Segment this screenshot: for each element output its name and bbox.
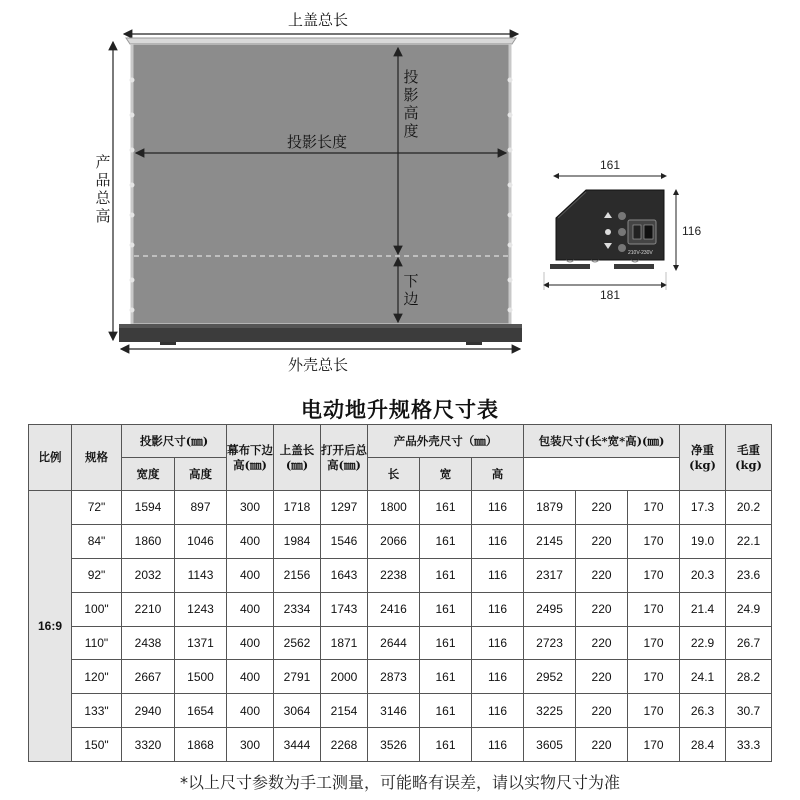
cell-gross: 33.3 [726,728,772,762]
cell-hl: 2416 [368,592,420,626]
header-height: 高度 [175,458,227,491]
header-package-size: 包装尺寸(长*宽*高)(㎜) [524,425,680,458]
cell-hl: 1800 [368,491,420,525]
cell-pl: 3225 [524,694,576,728]
spec-table [28,424,772,762]
cell-h: 1371 [175,626,227,660]
cell-gross: 23.6 [726,558,772,592]
cell-net: 22.9 [680,626,726,660]
header-net-weight: 净重(kg) [680,425,726,491]
cell-hw: 161 [420,558,472,592]
product-total-height-label: 产品总高 [95,153,111,225]
cell-cover: 2156 [274,558,321,592]
cell-pw: 220 [576,694,628,728]
table-row [29,558,772,592]
cell-open: 2268 [321,728,368,762]
cell-open: 1297 [321,491,368,525]
cell-hl: 2873 [368,660,420,694]
table-row [29,592,772,626]
cell-spec: 120" [72,660,122,694]
cell-hh: 116 [472,694,524,728]
ratio-cell: 16:9 [29,491,72,762]
cell-hl: 2238 [368,558,420,592]
cell-hh: 116 [472,626,524,660]
cell-cover: 3444 [274,728,321,762]
side-base-length-label: 181 [600,288,621,302]
cell-spec: 150" [72,728,122,762]
cell-ph: 170 [628,694,680,728]
table-row [29,524,772,558]
cell-pw: 220 [576,558,628,592]
side-width-label: 161 [600,158,621,172]
cell-net: 28.4 [680,728,726,762]
cell-pw: 220 [576,626,628,660]
cell-cover: 2791 [274,660,321,694]
cell-w: 2438 [122,626,175,660]
cell-hw: 161 [420,626,472,660]
cell-spec: 100" [72,592,122,626]
header-projection-size: 投影尺寸(㎜) [122,425,227,458]
table-row [29,491,772,525]
cell-h: 897 [175,491,227,525]
cell-cover: 1718 [274,491,321,525]
cell-w: 2210 [122,592,175,626]
cell-w: 2940 [122,694,175,728]
header-housing-length: 长 [368,458,420,491]
cell-w: 2667 [122,660,175,694]
table-row [29,728,772,762]
cell-spec: 133" [72,694,122,728]
cell-hh: 116 [472,558,524,592]
cell-spec: 110" [72,626,122,660]
cell-bottom: 300 [227,491,274,525]
cell-hh: 116 [472,728,524,762]
projection-length-label: 投影长度 [287,133,348,151]
cell-hl: 2644 [368,626,420,660]
cell-bottom: 400 [227,694,274,728]
front-view-diagram [0,0,540,380]
cell-spec: 92" [72,558,122,592]
cell-h: 1046 [175,524,227,558]
cell-gross: 30.7 [726,694,772,728]
cell-open: 2000 [321,660,368,694]
cell-pw: 220 [576,660,628,694]
cell-net: 17.3 [680,491,726,525]
cell-w: 1594 [122,491,175,525]
cell-open: 1546 [321,524,368,558]
projection-height-label: 投影高度 [403,68,419,140]
footnote: *以上尺寸参数为手工测量，可能略有误差，请以实物尺寸为准 [179,773,620,792]
cell-pl: 2723 [524,626,576,660]
cell-hl: 2066 [368,524,420,558]
cell-open: 1643 [321,558,368,592]
cell-h: 1500 [175,660,227,694]
cell-pl: 2952 [524,660,576,694]
cell-gross: 28.2 [726,660,772,694]
cell-gross: 20.2 [726,491,772,525]
cell-pw: 220 [576,592,628,626]
header-open-total-height: 打开后总高(㎜) [321,425,368,491]
cell-bottom: 400 [227,592,274,626]
cell-hh: 116 [472,524,524,558]
cell-open: 2154 [321,694,368,728]
cell-w: 2032 [122,558,175,592]
cell-hw: 161 [420,491,472,525]
cell-net: 24.1 [680,660,726,694]
cell-pw: 220 [576,524,628,558]
table-row [29,694,772,728]
table-row [29,660,772,694]
cell-hh: 116 [472,592,524,626]
header-housing-breadth: 宽 [420,458,472,491]
cell-ph: 170 [628,491,680,525]
header-ratio: 比例 [29,425,72,491]
cell-w: 3320 [122,728,175,762]
cell-pw: 220 [576,728,628,762]
header-width: 宽度 [122,458,175,491]
cell-ph: 170 [628,660,680,694]
cell-bottom: 400 [227,626,274,660]
cell-hw: 161 [420,728,472,762]
cell-open: 1871 [321,626,368,660]
spec-table-body [29,491,772,762]
cell-cover: 3064 [274,694,321,728]
cell-net: 26.3 [680,694,726,728]
top-cover-length-label: 上盖总长 [288,11,349,29]
cell-pl: 2145 [524,524,576,558]
cell-hh: 116 [472,491,524,525]
cell-bottom: 400 [227,524,274,558]
cell-ph: 170 [628,626,680,660]
cell-hw: 161 [420,694,472,728]
cell-h: 1654 [175,694,227,728]
cell-hh: 116 [472,660,524,694]
cell-cover: 2334 [274,592,321,626]
cell-net: 19.0 [680,524,726,558]
cell-gross: 22.1 [726,524,772,558]
cell-hw: 161 [420,592,472,626]
cell-hl: 3146 [368,694,420,728]
table-row [29,626,772,660]
cell-cover: 1984 [274,524,321,558]
cell-ph: 170 [628,728,680,762]
table-title: 电动地升规格尺寸表 [301,398,499,422]
bottom-edge-label: 下边 [403,272,419,308]
cell-cover: 2562 [274,626,321,660]
voltage-label: 210V-230V [628,250,653,256]
cell-pw: 220 [576,491,628,525]
side-height-label: 116 [682,224,702,238]
cell-bottom: 400 [227,558,274,592]
header-gross-weight: 毛重(kg) [726,425,772,491]
cell-gross: 24.9 [726,592,772,626]
cell-hw: 161 [420,524,472,558]
cell-open: 1743 [321,592,368,626]
header-housing-tall: 高 [472,458,524,491]
cell-spec: 84" [72,524,122,558]
cell-w: 1860 [122,524,175,558]
cell-net: 21.4 [680,592,726,626]
header-curtain-bottom: 幕布下边高(㎜) [227,425,274,491]
housing-length-label: 外壳总长 [288,356,349,374]
cell-pl: 2317 [524,558,576,592]
cell-net: 20.3 [680,558,726,592]
header-top-cover: 上盖长(㎜) [274,425,321,491]
cell-h: 1868 [175,728,227,762]
cell-bottom: 300 [227,728,274,762]
cell-gross: 26.7 [726,626,772,660]
cell-pl: 1879 [524,491,576,525]
cell-ph: 170 [628,558,680,592]
cell-spec: 72" [72,491,122,525]
cell-hl: 3526 [368,728,420,762]
header-housing-size: 产品外壳尺寸（㎜） [368,425,524,458]
cell-ph: 170 [628,592,680,626]
header-spec: 规格 [72,425,122,491]
cell-hw: 161 [420,660,472,694]
cell-h: 1243 [175,592,227,626]
cell-h: 1143 [175,558,227,592]
cell-ph: 170 [628,524,680,558]
cell-bottom: 400 [227,660,274,694]
cell-pl: 2495 [524,592,576,626]
cell-pl: 3605 [524,728,576,762]
